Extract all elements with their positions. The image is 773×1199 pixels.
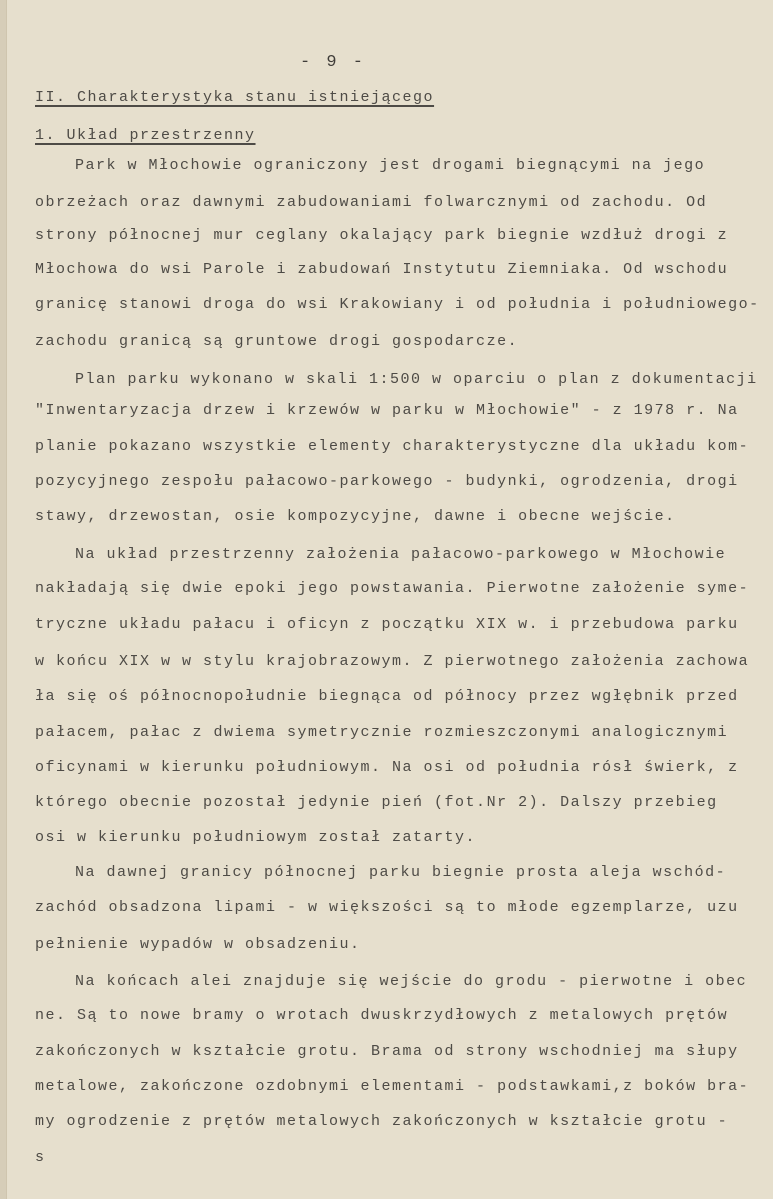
text-line: obrzeżach oraz dawnymi zabudowaniami folwarcznymi od zachodu. Od bbox=[35, 194, 708, 211]
text-line: pełnienie wypadów w obsadzeniu. bbox=[35, 936, 361, 953]
text-line: zachód obsadzona lipami - w większości są to młode egzemplarze, uzu bbox=[35, 899, 739, 916]
text-line: nakładają się dwie epoki jego powstawania. Pierwotne założenie syme- bbox=[35, 580, 750, 597]
text-line: my ogrodzenie z prętów metalowych zakończonych w kształcie grotu - bbox=[35, 1113, 729, 1130]
text-line: planie pokazano wszystkie elementy charakterystyczne dla układu kom- bbox=[35, 438, 750, 455]
text-line: Na dawnej granicy północnej parku biegnie prosta aleja wschód- bbox=[75, 864, 727, 881]
text-line: Park w Młochowie ograniczony jest drogami biegnącymi na jego bbox=[75, 157, 706, 174]
text-line: Na układ przestrzenny założenia pałacowo-parkowego w Młochowie bbox=[75, 546, 727, 563]
text-line: granicę stanowi droga do wsi Krakowiany i od południa i południowego- bbox=[35, 296, 760, 313]
page-edge bbox=[0, 0, 7, 1199]
text-line: Na końcach alei znajduje się wejście do grodu - pierwotne i obec bbox=[75, 973, 748, 990]
page-number: - 9 - bbox=[300, 53, 367, 72]
text-line: oficynami w kierunku południowym. Na osi od południa rósł świerk, z bbox=[35, 759, 739, 776]
text-line: "Inwentaryzacja drzew i krzewów w parku w Młochowie" - z 1978 r. Na bbox=[35, 402, 739, 419]
text-line: Młochowa do wsi Parole i zabudowań Instytutu Ziemniaka. Od wschodu bbox=[35, 261, 729, 278]
text-line: w końcu XIX w w stylu krajobrazowym. Z pierwotnego założenia zachowa bbox=[35, 653, 750, 670]
text-line: s bbox=[35, 1149, 46, 1166]
text-line: stawy, drzewostan, osie kompozycyjne, dawne i obecne wejście. bbox=[35, 508, 676, 525]
text-line: zakończonych w kształcie grotu. Brama od strony wschodniej ma słupy bbox=[35, 1043, 739, 1060]
text-line: metalowe, zakończone ozdobnymi elementami - podstawkami,z boków bra- bbox=[35, 1078, 750, 1095]
subsection-heading: 1. Układ przestrzenny bbox=[35, 127, 256, 144]
text-line: pałacem, pałac z dwiema symetrycznie rozmieszczonymi analogicznymi bbox=[35, 724, 729, 741]
section-heading: II. Charakterystyka stanu istniejącego bbox=[35, 89, 435, 106]
text-line: tryczne układu pałacu i oficyn z początku XIX w. i przebudowa parku bbox=[35, 616, 739, 633]
text-line: zachodu granicą są gruntowe drogi gospodarcze. bbox=[35, 333, 519, 350]
text-line: pozycyjnego zespołu pałacowo-parkowego - budynki, ogrodzenia, drogi bbox=[35, 473, 739, 490]
text-line: Plan parku wykonano w skali 1:500 w oparciu o plan z dokumentacji bbox=[75, 371, 758, 388]
text-line: strony północnej mur ceglany okalający park biegnie wzdłuż drogi z bbox=[35, 227, 729, 244]
text-line: którego obecnie pozostał jedynie pień (fot.Nr 2). Dalszy przebieg bbox=[35, 794, 718, 811]
text-line: ła się oś północnopołudnie biegnąca od północy przez wgłębnik przed bbox=[35, 688, 739, 705]
text-line: osi w kierunku południowym został zatarty. bbox=[35, 829, 477, 846]
text-line: ne. Są to nowe bramy o wrotach dwuskrzydłowych z metalowych prętów bbox=[35, 1007, 729, 1024]
